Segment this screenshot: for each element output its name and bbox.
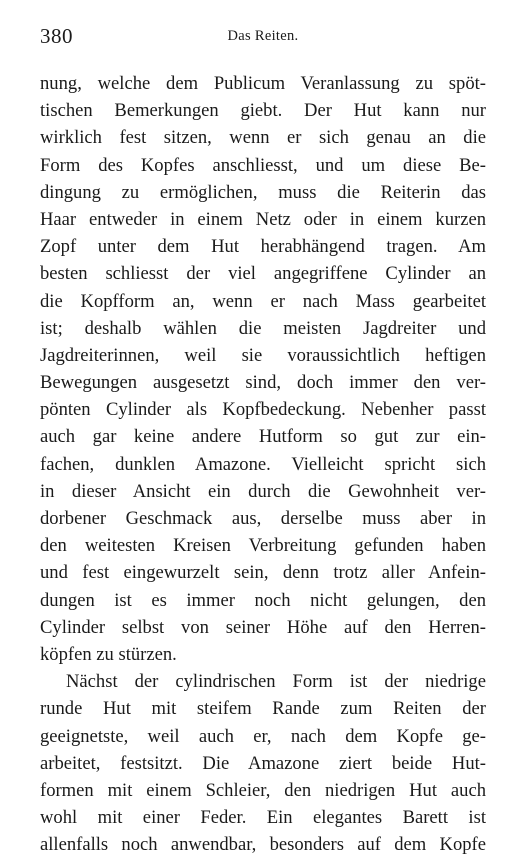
text-line: in dieser Ansicht ein durch die Gewohnheit ver- — [40, 480, 486, 502]
text-line: Jagdreiterinnen, weil sie voraussichtlich heftigen — [40, 344, 486, 366]
text-line: besten schliesst der viel angegriffene Cylinder an — [40, 263, 486, 285]
text-line: auch gar keine andere Hutform so gut zur ein- — [40, 426, 486, 448]
text-line: arbeitet, festsitzt. Die Amazone ziert beide Hut- — [40, 752, 486, 774]
running-head: Das Reiten. — [227, 28, 299, 44]
text-line: Nächst der cylindrischen Form ist der niedrige — [66, 671, 486, 693]
paragraph-1 — [40, 70, 486, 668]
text-line: köpfen zu stürzen. — [40, 643, 177, 665]
text-line: Bewegungen ausgesetzt sind, doch immer den ver- — [40, 372, 486, 394]
page-number: 380 — [40, 24, 73, 48]
text-line: dorbener Geschmack aus, derselbe muss aber in — [40, 508, 486, 529]
body-text — [40, 70, 486, 858]
text-line: den weitesten Kreisen Verbreitung gefunden haben — [40, 535, 486, 557]
text-line: dungen ist es immer noch nicht gelungen, den — [40, 589, 486, 611]
text-line: Haar entweder in einem Netz oder in einem kurzen — [40, 208, 486, 230]
text-line: geeignetste, weil auch er, nach dem Kopfe ge- — [40, 725, 486, 747]
text-line: dingung zu ermöglichen, muss die Reiterin das — [40, 181, 486, 203]
text-line: tischen Bemerkungen giebt. Der Hut kann nur — [40, 100, 486, 122]
text-line: allenfalls noch anwendbar, besonders auf dem Kopfe — [40, 834, 486, 856]
text-line: formen mit einem Schleier, den niedrigen Hut auch — [40, 779, 486, 801]
page-header — [40, 24, 486, 54]
text-line: Form des Kopfes anschliesst, und um diese Be- — [40, 154, 486, 176]
text-line: ist; deshalb wählen die meisten Jagdreiter und — [40, 317, 486, 339]
text-line: und fest eingewurzelt sein, denn trotz aller Anfein- — [40, 562, 486, 584]
text-line: pönten Cylinder als Kopfbedeckung. Nebenher passt — [40, 399, 486, 421]
text-line: fachen, dunklen Amazone. Vielleicht spricht sich — [40, 453, 486, 475]
text-line: Zopf unter dem Hut herabhängend tragen. Am — [40, 236, 486, 258]
text-line: runde Hut mit steifem Rande zum Reiten der — [40, 698, 486, 720]
text-line: die Kopfform an, wenn er nach Mass gearbeitet — [40, 290, 486, 312]
paragraph-2 — [40, 668, 486, 858]
text-line: wirklich fest sitzen, wenn er sich genau an die — [40, 127, 486, 149]
text-line: nung, welche dem Publicum Veranlassung zu spöt- — [40, 73, 486, 94]
text-line: Cylinder selbst von seiner Höhe auf den Herren- — [40, 616, 486, 638]
text-line: wohl mit einer Feder. Ein elegantes Barett ist — [40, 807, 486, 829]
